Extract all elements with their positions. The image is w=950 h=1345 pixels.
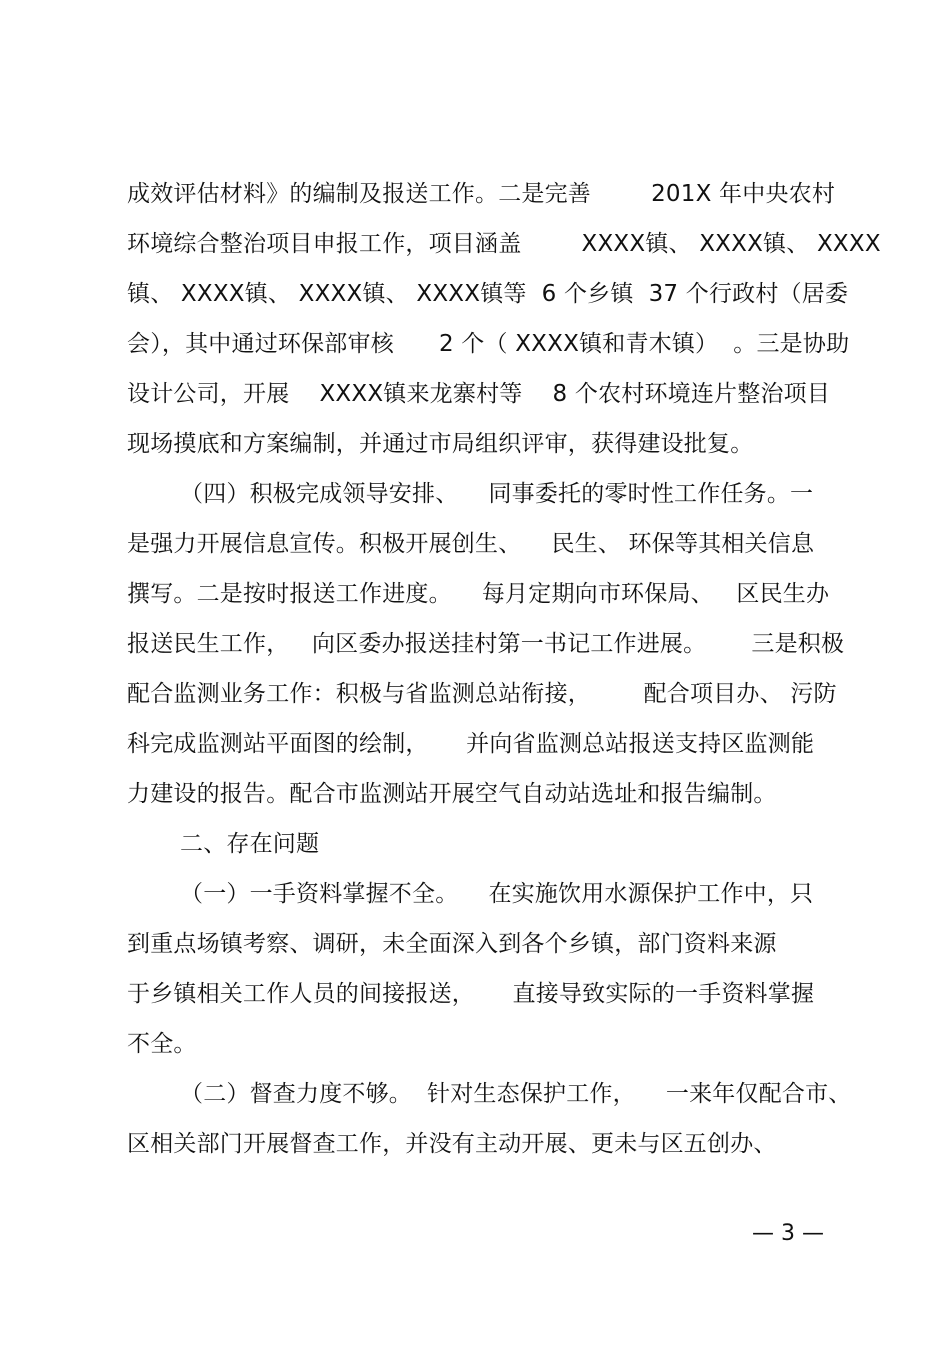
text-line: 力建设的报告。配合市监测站开展空气自动站选址和报告编制。	[127, 781, 777, 807]
text-line: 是强力开展信息宣传。积极开展创生、 民生、 环保等其相关信息	[127, 531, 815, 557]
text-line: 成效评估材料》的编制及报送工作。二是完善 201X 年中央农村	[127, 181, 836, 207]
text-line: 会），其中通过环保部审核 2 个（ XXXX镇和青木镇） 。三是协助	[127, 331, 850, 357]
text-line: 环境综合整治项目申报工作，项目涵盖 XXXX镇、 XXXX镇、 XXXX	[127, 231, 881, 257]
text-line: 撰写。二是按时报送工作进度。 每月定期向市环保局、 区民生办	[127, 581, 830, 607]
text-line: 到重点场镇考察、调研，未全面深入到各个乡镇，部门资料来源	[127, 931, 777, 957]
text-line: 区相关部门开展督查工作，并没有主动开展、更未与区五创办、	[127, 1131, 777, 1157]
text-line: 镇、 XXXX镇、 XXXX镇、 XXXX镇等 6 个乡镇 37 个行政村（居委	[127, 281, 849, 307]
text-line: 设计公司，开展 XXXX镇来龙寨村等 8 个农村环境连片整治项目	[127, 381, 831, 407]
subsection-heading: （二）督查力度不够。 针对生态保护工作， 一来年仅配合市、	[180, 1081, 852, 1107]
subsection-heading: （一）一手资料掌握不全。 在实施饮用水源保护工作中，只	[180, 881, 814, 907]
text-line: 科完成监测站平面图的绘制， 并向省监测总站报送支持区监测能	[127, 731, 815, 757]
text-line: 不全。	[127, 1031, 197, 1057]
section-heading: 二、存在问题	[180, 831, 320, 857]
text-line: 配合监测业务工作：积极与省监测总站衔接， 配合项目办、 污防	[127, 681, 837, 707]
text-line: 报送民生工作， 向区委办报送挂村第一书记工作进展。 三是积极	[127, 631, 845, 657]
text-line: 现场摸底和方案编制，并通过市局组织评审，获得建设批复。	[127, 431, 754, 457]
page-number: — 3 —	[752, 1221, 824, 1246]
text-line: 于乡镇相关工作人员的间接报送， 直接导致实际的一手资料掌握	[127, 981, 815, 1007]
section-heading: （四）积极完成领导安排、 同事委托的零时性工作任务。一	[180, 481, 814, 507]
